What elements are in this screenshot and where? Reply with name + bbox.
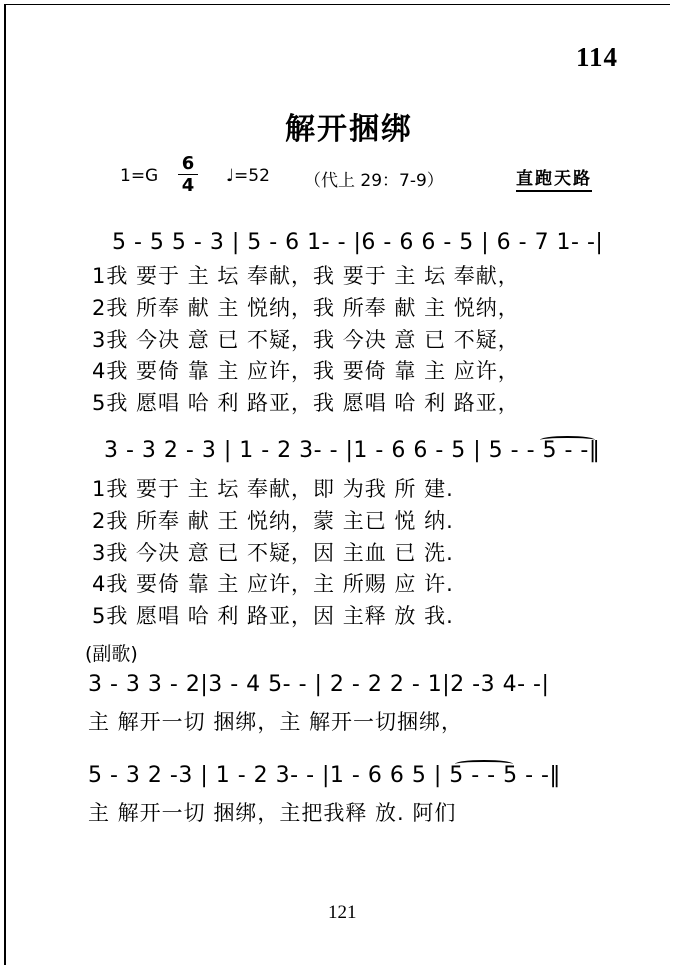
hymn-title: 解开捆绑	[285, 112, 413, 147]
time-signature-bottom: 4	[181, 175, 195, 196]
section1-verse4: 4我 要倚 靠 主 应许，我 要倚 靠 主 应许，	[92, 359, 520, 383]
section1-verse1: 1我 要于 主 坛 奉献，我 要于 主 坛 奉献，	[92, 264, 520, 288]
section2-verse2: 2我 所奉 献 王 悦纳，蒙 主已 悦 纳.	[92, 509, 454, 533]
section2-verse1: 1我 要于 主 坛 奉献，即 为我 所 建.	[92, 477, 454, 501]
scripture-reference: （代上 29：7-9）	[304, 171, 444, 191]
chorus-notes-line2: 5 - 3 2 -3 | 1 - 2 3- - |1 - 6 6 5 | 5 - - 5 - -‖	[88, 763, 561, 788]
tempo-marking: ♩=52	[226, 166, 270, 186]
chorus-label: (副歌)	[85, 643, 138, 665]
time-signature-top: 6	[181, 153, 195, 174]
section1-notes: 5 - 5 5 - 3 | 5 - 6 1- - |6 - 6 6 - 5 | 6 - 7 1- -|	[112, 230, 604, 255]
chorus-notes-line1: 3 - 3 3 - 2|3 - 4 5- - | 2 - 2 2 - 1|2 -3 4- -|	[88, 672, 550, 697]
section2-notes: 3 - 3 2 - 3 | 1 - 2 3- - |1 - 6 6 - 5 | 5 - - 5 - -‖	[104, 438, 601, 463]
section2-verse5: 5我 愿唱 哈 利 路亚，因 主释 放 我.	[92, 604, 454, 628]
chorus-lyrics-line1: 主 解开一切 捆绑，主 解开一切捆绑，	[88, 710, 464, 734]
page-number: 121	[328, 902, 357, 923]
tie-mark	[455, 760, 513, 768]
hymn-number: 114	[576, 42, 619, 72]
section1-verse2: 2我 所奉 献 主 悦纳，我 所奉 献 主 悦纳，	[92, 296, 520, 320]
tie-mark	[540, 436, 595, 444]
section2-verse3: 3我 今决 意 已 不疑，因 主血 已 洗.	[92, 541, 454, 565]
section1-verse5: 5我 愿唱 哈 利 路亚，我 愿唱 哈 利 路亚，	[92, 391, 520, 415]
section1-verse3: 3我 今决 意 已 不疑，我 今决 意 已 不疑，	[92, 328, 520, 352]
time-signature	[178, 154, 198, 195]
chorus-lyrics-line2: 主 解开一切 捆绑，主把我释 放. 阿们	[88, 801, 457, 825]
source-book: 直跑天路	[516, 164, 592, 192]
section2-verse4: 4我 要倚 靠 主 应许，主 所赐 应 许.	[92, 572, 454, 596]
key-signature: 1=G	[120, 166, 159, 186]
